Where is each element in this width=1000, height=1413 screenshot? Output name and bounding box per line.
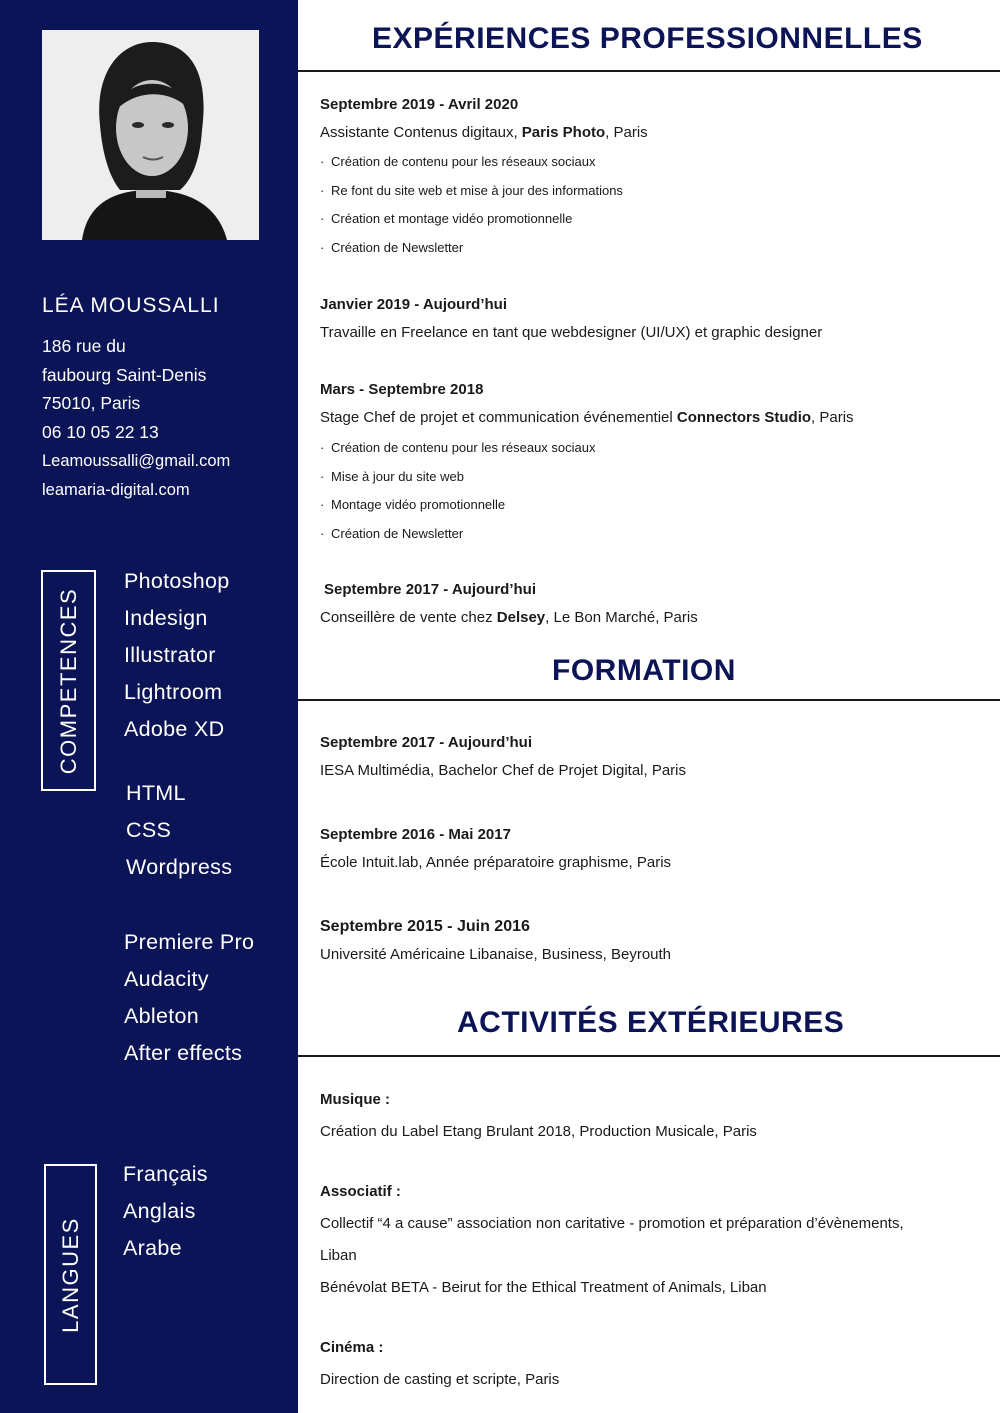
section-divider — [298, 1055, 1000, 1057]
experience-1-role — [320, 124, 648, 141]
bullet-item: · Création de Newsletter — [320, 525, 464, 541]
location-text: , Paris — [811, 409, 854, 426]
role-text: Assistante Contenus digitaux, — [320, 124, 522, 141]
activity-2-line-3: Bénévolat BETA - Beirut for the Ethical Treatment of Animals, Liban — [320, 1279, 767, 1296]
skill-item: Illustrator — [124, 642, 216, 667]
website-link[interactable]: leamaria-digital.com — [42, 480, 190, 499]
location-text: , Paris — [605, 124, 648, 141]
skill-item: Wordpress — [126, 854, 233, 879]
bullet-item: · Re font du site web et mise à jour des informations — [320, 182, 623, 198]
skill-item: Photoshop — [124, 569, 230, 593]
skill-item: Indesign — [124, 605, 208, 630]
skill-item: HTML — [126, 781, 186, 805]
bullet-item: · Création de Newsletter — [320, 239, 464, 255]
activity-2-label: Associatif : — [320, 1183, 401, 1200]
activity-2-line-1: Collectif “4 a cause” association non caritative - promotion et préparation d’évènements, — [320, 1215, 904, 1232]
contact-info — [42, 332, 230, 504]
activities-heading: ACTIVITÉS EXTÉRIEURES — [457, 1006, 845, 1039]
language-item: Arabe — [123, 1235, 182, 1260]
experience-3-date: Mars - Septembre 2018 — [320, 381, 484, 398]
skill-item: Ableton — [124, 1003, 200, 1028]
languages-label-box — [44, 1164, 97, 1385]
bullet-item: · Création de contenu pour les réseaux sociaux — [320, 154, 596, 169]
address-line-3: 75010, Paris — [42, 393, 141, 414]
location-text: , Le Bon Marché, Paris — [545, 609, 698, 626]
phone-number: 06 10 05 22 13 — [42, 422, 159, 443]
email-link[interactable]: Leamoussalli@gmail.com — [42, 451, 231, 470]
activity-1-label: Musique : — [320, 1091, 390, 1108]
experience-4-date: Septembre 2017 - Aujourd’hui — [324, 581, 536, 598]
experience-heading: EXPÉRIENCES PROFESSIONNELLES — [372, 22, 923, 55]
profile-photo — [42, 30, 259, 240]
bullet-item: · Montage vidéo promotionnelle — [320, 497, 506, 513]
experience-2-description: Travaille en Freelance en tant que webdesigner (UI/UX) et graphic designer — [320, 324, 823, 341]
formation-2-date: Septembre 2016 - Mai 2017 — [320, 826, 511, 843]
formation-1-date: Septembre 2017 - Aujourd’hui — [320, 734, 532, 751]
company-name: Paris Photo — [521, 124, 606, 141]
skill-item: Premiere Pro — [124, 930, 255, 954]
experience-1-bullets — [320, 148, 623, 262]
section-divider — [298, 70, 1000, 72]
formation-1-description: IESA Multimédia, Bachelor Chef de Projet Digital, Paris — [320, 762, 686, 779]
experience-1-date: Septembre 2019 - Avril 2020 — [320, 96, 519, 113]
bullet-item: · Création et montage vidéo promotionnelle — [320, 211, 573, 227]
bullet-item: · Création de contenu pour les réseaux sociaux — [320, 440, 596, 455]
skill-item: Audacity — [124, 966, 209, 991]
skills-web-group — [126, 775, 232, 886]
section-divider — [298, 699, 1000, 701]
skill-item: Lightroom — [124, 679, 223, 704]
skills-label-box — [41, 570, 96, 791]
bullet-item: · Mise à jour du site web — [320, 468, 464, 484]
formation-3-date: Septembre 2015 - Juin 2016 — [320, 918, 530, 935]
skills-media-group — [124, 924, 254, 1072]
company-name: Delsey — [496, 609, 546, 626]
role-text: Conseillère de vente chez — [320, 609, 497, 626]
experience-4-role — [320, 609, 698, 626]
person-name: LÉA MOUSSALLI — [42, 294, 220, 317]
formation-2-description: École Intuit.lab, Année préparatoire graphisme, Paris — [320, 854, 672, 871]
address-line-2: faubourg Saint-Denis — [42, 364, 207, 385]
formation-heading: FORMATION — [552, 654, 736, 687]
skills-design-group — [124, 563, 230, 748]
company-name: Connectors Studio — [676, 409, 812, 426]
activity-2-line-2: Liban — [320, 1247, 357, 1264]
activity-3-description: Direction de casting et scripte, Paris — [320, 1371, 560, 1388]
skill-item: After effects — [124, 1040, 243, 1065]
role-text: Stage Chef de projet et communication événementiel — [320, 409, 677, 426]
activity-1-description: Création du Label Etang Brulant 2018, Production Musicale, Paris — [320, 1123, 757, 1140]
formation-3-description: Université Américaine Libanaise, Business, Beyrouth — [320, 946, 672, 963]
experience-2-date: Janvier 2019 - Aujourd’hui — [320, 296, 507, 313]
activity-3-label: Cinéma : — [320, 1339, 384, 1356]
sidebar — [0, 0, 298, 1413]
languages-list — [123, 1156, 208, 1267]
skills-label: COMPETENCES — [55, 587, 81, 774]
skill-item: CSS — [126, 817, 172, 842]
experience-3-bullets — [320, 434, 596, 548]
experience-3-role — [320, 409, 854, 426]
language-item: Anglais — [123, 1198, 196, 1223]
languages-label: LANGUES — [57, 1216, 83, 1333]
skill-item: Adobe XD — [124, 716, 225, 741]
language-item: Français — [123, 1162, 208, 1186]
address-line-1: 186 rue du — [42, 336, 126, 356]
